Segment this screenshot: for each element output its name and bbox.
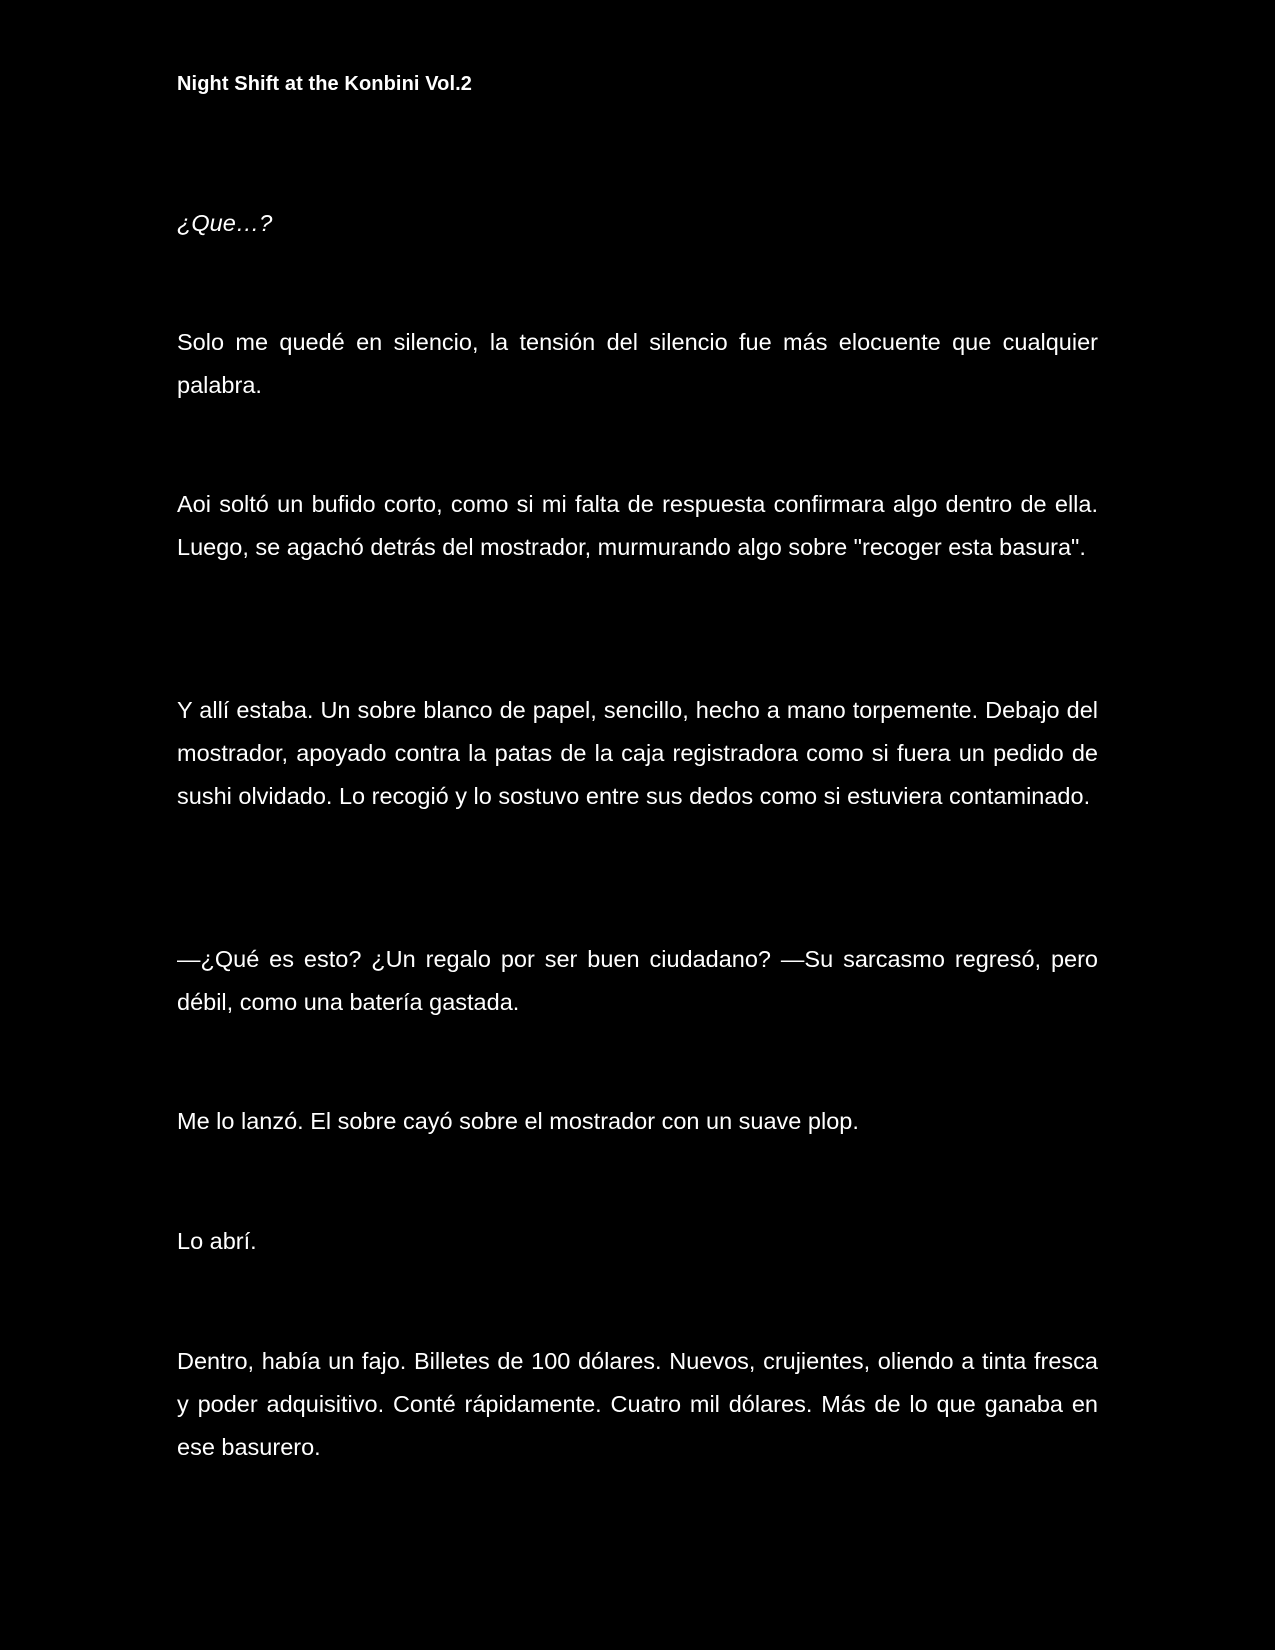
paragraph-6: Me lo lanzó. El sobre cayó sobre el mostrador con un suave plop.: [177, 1108, 859, 1134]
paragraph-2: Solo me quedé en silencio, la tensión del silencio fue más elocuente que cualquier palabra.: [177, 329, 1098, 398]
paragraph-5: —¿Qué es esto? ¿Un regalo por ser buen ciudadano? —Su sarcasmo regresó, pero débil, como una batería gastada.: [177, 946, 1098, 1015]
paragraph-3: Aoi soltó un bufido corto, como si mi falta de respuesta confirmara algo dentro de ella. Luego, se agachó detrás del mostrador, murmurando algo sobre "recoger esta basura".: [177, 491, 1098, 560]
paragraph-7: Lo abrí.: [177, 1228, 257, 1254]
running-header: Night Shift at the Konbini Vol.2: [177, 73, 473, 95]
paragraph-1: ¿Que…?: [177, 210, 273, 236]
paragraph-8: Dentro, había un fajo. Billetes de 100 dólares. Nuevos, crujientes, oliendo a tinta fresca y poder adquisitivo. Conté rápidamente. Cuatro mil dólares. Más de lo que ganaba en ese basurero.: [177, 1348, 1098, 1460]
paragraph-4: Y allí estaba. Un sobre blanco de papel, sencillo, hecho a mano torpemente. Debajo del mostrador, apoyado contra la patas de la caja registradora como si fuera un pedido de sushi olvidado. Lo recogió y lo sostuvo entre sus dedos como si estuviera contaminado.: [177, 697, 1098, 809]
